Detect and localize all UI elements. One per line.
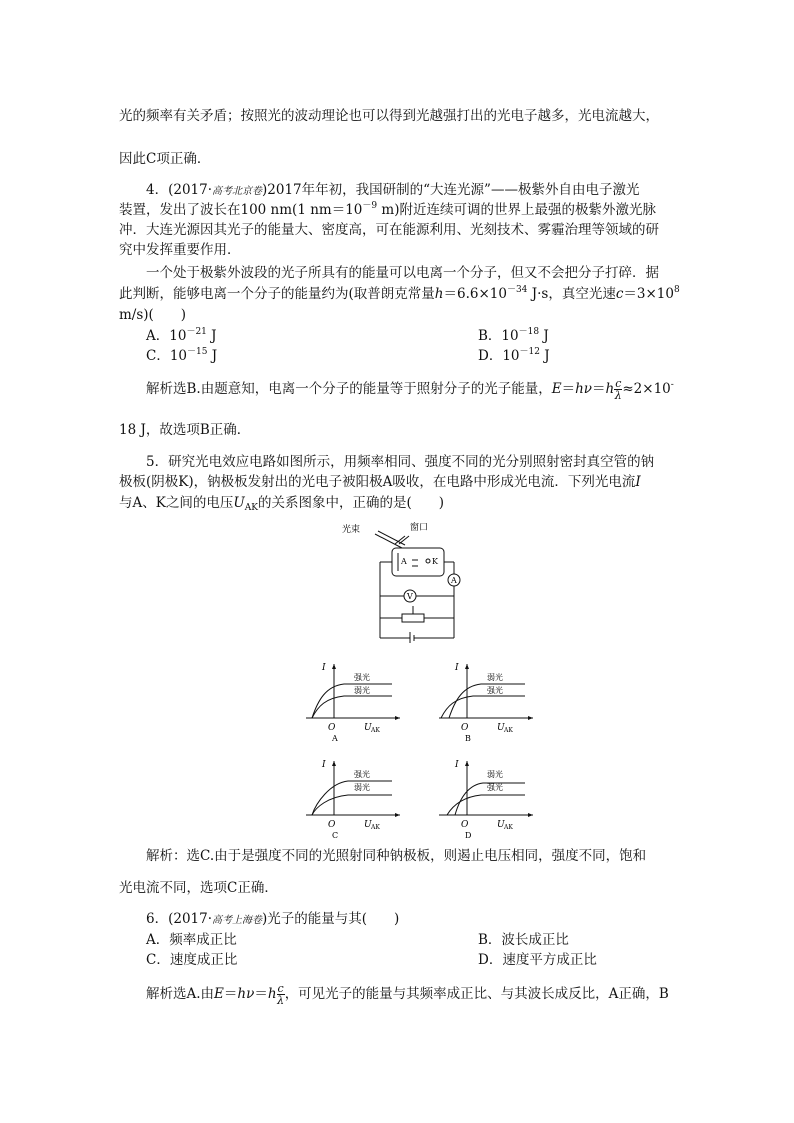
text-span: 光的频率有关矛盾；按照光的波动理论也可以得到光越强打出的光电子越多，光电流越大， xyxy=(119,108,659,124)
text-span: ＝ xyxy=(561,381,576,397)
exponent: 8 xyxy=(674,285,680,295)
graph-a xyxy=(304,660,404,742)
text-span: B．波长成正比 xyxy=(478,932,569,948)
option-a xyxy=(146,327,217,345)
text-span: 究中发挥重要作用． xyxy=(119,242,241,258)
exponent: －9 xyxy=(362,201,378,211)
text-line xyxy=(119,150,210,168)
text-span: J·s，真空光速 xyxy=(527,286,616,302)
label-upper: 弱光 xyxy=(487,673,503,682)
text-span: 与A、K之间的电压 xyxy=(119,495,234,511)
origin-label: O xyxy=(328,820,336,830)
text-line xyxy=(119,306,186,324)
text-span: J xyxy=(539,348,550,364)
symbol-hv: hν xyxy=(575,381,592,397)
denominator: λ xyxy=(614,389,622,402)
curve-lower xyxy=(312,795,392,815)
symbol-e: E xyxy=(214,986,224,1002)
voltmeter-label: V xyxy=(407,592,413,601)
x-axis-arrow xyxy=(395,716,400,720)
label-lower: 弱光 xyxy=(354,783,370,792)
text-line xyxy=(119,285,680,303)
numerator: c xyxy=(277,982,284,995)
y-axis-arrow xyxy=(332,761,336,766)
question-4-line xyxy=(146,181,639,201)
exponent: －34 xyxy=(506,285,528,295)
source-label: 高考上海卷 xyxy=(212,915,263,926)
text-line xyxy=(119,421,250,439)
text-span: m/s)( ) xyxy=(119,307,187,323)
text-span: m)附近连续可调的世界上最强的极紫外激光脉 xyxy=(377,202,656,218)
denominator: λ xyxy=(277,994,285,1007)
x-axis-arrow xyxy=(528,716,533,720)
ammeter-label: A xyxy=(451,576,457,585)
question-5-line xyxy=(146,453,654,471)
text-line xyxy=(119,494,444,512)
fraction xyxy=(277,983,285,1006)
y-axis-label: I xyxy=(322,663,326,673)
source-label: 高考北京卷 xyxy=(212,186,263,197)
exponent: －15 xyxy=(187,347,208,357)
label-lower: 弱光 xyxy=(354,686,370,695)
exponent: - xyxy=(670,380,674,390)
text-span: ＝ xyxy=(591,381,606,397)
text-span: A．10 xyxy=(146,328,187,344)
graph-b xyxy=(437,660,537,742)
option-b xyxy=(478,931,569,949)
symbol-c: c xyxy=(615,286,624,302)
text-span: ＝3×10 xyxy=(623,286,674,302)
text-span: ≈2×10 xyxy=(622,381,671,397)
symbol-u: U xyxy=(233,495,245,511)
symbol-h: h xyxy=(434,286,444,302)
anode-label: A xyxy=(401,557,407,566)
x-axis-subscript: AK xyxy=(371,727,380,734)
text-span: D．10 xyxy=(478,348,520,364)
option-c xyxy=(146,347,217,365)
curve-lower xyxy=(312,696,392,718)
graph-d xyxy=(437,757,537,839)
beam-label: 光束 xyxy=(342,525,361,535)
numerator: c xyxy=(615,377,622,390)
text-line xyxy=(119,221,659,239)
label-lower: 强光 xyxy=(487,783,503,792)
graph-label: C xyxy=(332,831,339,839)
x-axis-label: U xyxy=(497,723,505,733)
text-span: 的关系图象中，正确的是( ) xyxy=(257,495,445,511)
text-span: ＝6.6×10 xyxy=(443,286,507,302)
window-label: 窗口 xyxy=(410,523,429,533)
option-b xyxy=(478,327,549,345)
text-line xyxy=(146,264,659,282)
text-span: D．速度平方成正比 xyxy=(478,952,597,968)
text-span: 一个处于极紫外波段的光子所具有的能量可以电离一个分子，但又不会把分子打碎．据 xyxy=(146,265,659,281)
text-span: ＝ xyxy=(254,986,268,1002)
x-axis-subscript: AK xyxy=(504,824,513,831)
graph-label: A xyxy=(332,734,338,742)
answer-5-line xyxy=(146,847,646,865)
label-upper: 弱光 xyxy=(487,770,503,779)
text-span: 6．(2017· xyxy=(146,911,213,927)
symbol-h: h xyxy=(605,381,615,397)
option-c xyxy=(146,951,237,969)
y-axis-label: I xyxy=(455,663,459,673)
origin-label: O xyxy=(461,723,469,733)
text-line xyxy=(119,107,659,125)
x-axis-label: U xyxy=(364,820,372,830)
text-span: B．10 xyxy=(478,328,519,344)
x-axis-label: U xyxy=(364,723,372,733)
exponent: －18 xyxy=(518,327,540,337)
text-span: ＝ xyxy=(223,986,238,1002)
text-span: 此判断，能够电离一个分子的能量约为(取普朗克常量 xyxy=(119,286,435,302)
subscript: AK xyxy=(244,503,258,513)
text-span: 解析选A.由 xyxy=(146,986,215,1002)
exponent: －12 xyxy=(519,347,540,357)
y-axis-label: I xyxy=(455,760,459,770)
origin-label: O xyxy=(461,820,469,830)
text-line xyxy=(119,473,641,491)
answer-4-line xyxy=(146,378,674,401)
x-axis-label: U xyxy=(497,820,505,830)
answer-6-line xyxy=(146,983,669,1006)
text-span: 4．(2017· xyxy=(146,182,213,198)
x-axis-subscript: AK xyxy=(371,824,380,831)
y-axis-arrow xyxy=(465,664,469,669)
text-span: 解析：选C.由于是强度不同的光照射同种钠极板，则遏止电压相同，强度不同，饱和 xyxy=(146,848,647,864)
text-span: J xyxy=(207,348,218,364)
graph-label: D xyxy=(465,831,472,839)
text-span: J xyxy=(539,328,549,344)
y-axis-arrow xyxy=(332,664,336,669)
symbol-e: E xyxy=(551,381,562,397)
option-d xyxy=(478,347,550,365)
label-lower: 强光 xyxy=(487,686,503,695)
text-span: 冲．大连光源因其光子的能量大、密度高，可在能源利用、光刻技术、雾霾治理等领域的研 xyxy=(119,222,659,238)
text-span: 光电流不同，选项C正确． xyxy=(119,880,278,896)
text-span: )光子的能量与其( ) xyxy=(262,911,400,927)
y-axis-arrow xyxy=(465,761,469,766)
graph-label: B xyxy=(465,734,471,742)
graph-c xyxy=(304,757,404,839)
label-upper: 强光 xyxy=(354,673,370,682)
text-span: 装置，发出了波长在100 nm(1 nm＝10 xyxy=(119,202,363,218)
text-line xyxy=(119,879,278,897)
symbol-i: I xyxy=(635,474,641,490)
x-axis-subscript: AK xyxy=(504,727,513,734)
x-axis-arrow xyxy=(395,813,400,817)
curve-upper xyxy=(312,781,392,815)
text-line xyxy=(119,201,656,219)
exponent: －21 xyxy=(186,327,207,337)
text-span: 极板(阴极K)，钠极板发射出的光电子被阳极A吸收，在电路中形成光电流．下列光电流 xyxy=(119,474,636,490)
symbol-h: h xyxy=(267,986,277,1002)
text-line xyxy=(119,241,241,259)
option-a xyxy=(146,931,237,949)
text-span: ，可见光子的能量与其频率成正比、与其波长成反比，A正确，B xyxy=(284,986,669,1002)
cathode-label: K xyxy=(432,557,438,566)
text-span: A．频率成正比 xyxy=(146,932,237,948)
x-axis-arrow xyxy=(528,813,533,817)
question-6-line xyxy=(146,910,399,930)
text-span: 解析选B.由题意知，电离一个分子的能量等于照射分子的光子能量， xyxy=(146,381,552,397)
text-span: 因此C项正确． xyxy=(119,151,211,167)
text-span: )2017年年初，我国研制的“大连光源”——极紫外自由电子激光 xyxy=(262,182,640,198)
circuit-diagram xyxy=(340,518,470,643)
text-span: J xyxy=(206,328,217,344)
text-span: C．速度成正比 xyxy=(146,952,238,968)
label-upper: 强光 xyxy=(354,770,370,779)
origin-label: O xyxy=(328,723,336,733)
text-span: C．10 xyxy=(146,348,188,364)
curve-upper xyxy=(312,684,392,718)
text-span: 5．研究光电效应电路如图所示，用频率相同、强度不同的光分别照射密封真空管的钠 xyxy=(146,454,655,470)
y-axis-label: I xyxy=(322,760,326,770)
option-d xyxy=(478,951,597,969)
text-span: 18 J，故选项B正确． xyxy=(119,422,251,438)
symbol-hv: hν xyxy=(237,986,255,1002)
